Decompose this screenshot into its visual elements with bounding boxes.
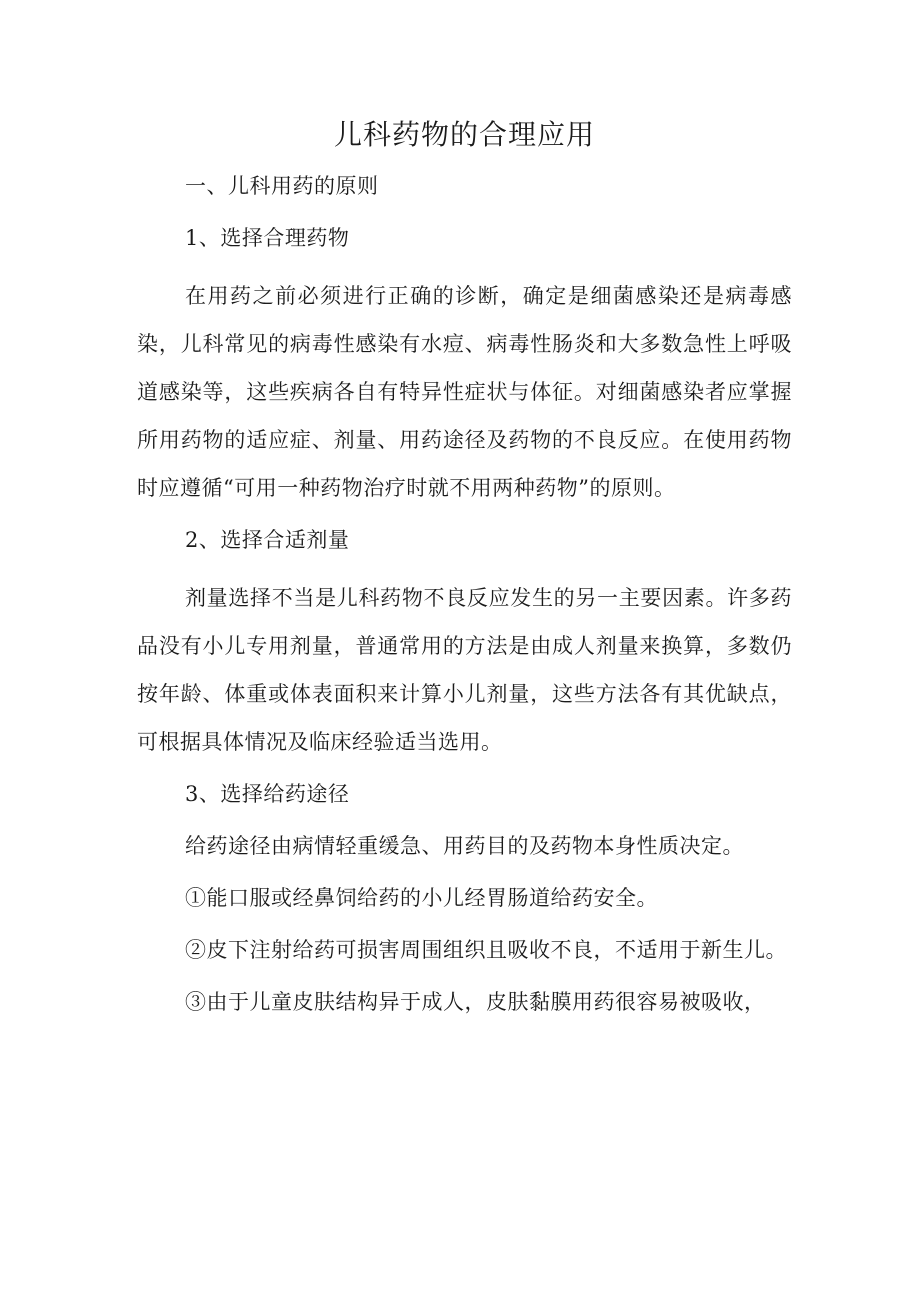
list-item-skin-mucosa: ③由于儿童皮肤结构异于成人，皮肤黏膜用药很容易被吸收， (185, 990, 766, 1014)
document-title: 儿科药物的合理应用 (333, 118, 595, 151)
paragraph-select-drug: 在用药之前必须进行正确的诊断，确定是细菌感染还是病毒感染，儿科常见的病毒性感染有水痘、病毒性肠炎和大多数急性上呼吸道感染等，这些疾病各自有特异性症状与体征。对细菌感染者应掌握所用药物的适应症、剂量、用药途径及药物的不良反应。在使用药物时应遵循“可用一种药物治疗时就不用两种药物”的原则。 (137, 284, 792, 500)
paragraph-route-intro: 给药途径由病情轻重缓急、用药目的及药物本身性质决定。 (185, 834, 744, 858)
subsection-heading-select-drug: 1、选择合理药物 (185, 226, 350, 250)
document-body (137, 112, 792, 1026)
list-item-oral: ①能口服或经鼻饲给药的小儿经胃肠道给药安全。 (185, 886, 658, 910)
section-heading-principles: 一、儿科用药的原则 (185, 174, 379, 198)
subsection-heading-select-dose: 2、选择合适剂量 (185, 528, 350, 552)
list-item-subcutaneous: ②皮下注射给药可损害周围组织且吸收不良，不适用于新生儿。 (185, 938, 787, 962)
paragraph-select-dose: 剂量选择不当是儿科药物不良反应发生的另一主要因素。许多药品没有小儿专用剂量，普通常用的方法是由成人剂量来换算，多数仍按年龄、体重或体表面积来计算小儿剂量，这些方法各有其优缺点，可根据具体情况及临床经验适当选用。 (137, 586, 792, 754)
subsection-heading-select-route: 3、选择给药途径 (185, 782, 350, 806)
